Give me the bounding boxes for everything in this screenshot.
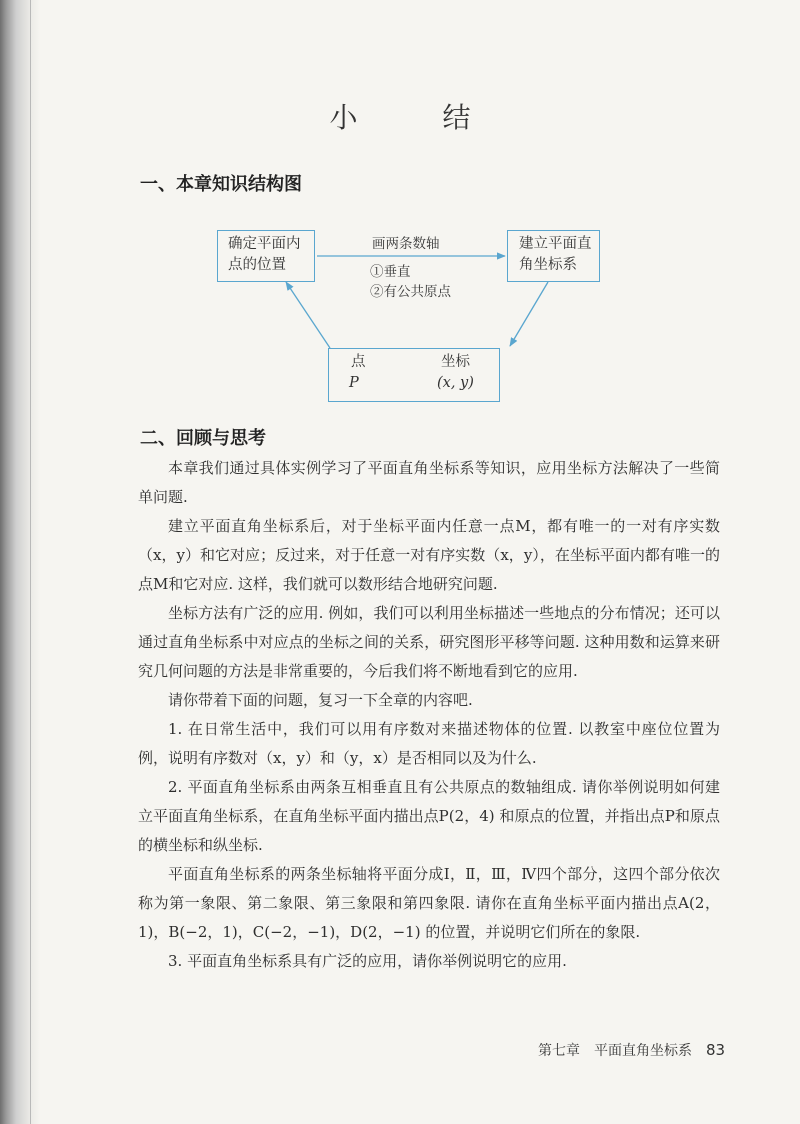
- page-number: 83: [706, 1041, 726, 1059]
- coordinate-symbol: (x, y): [437, 375, 474, 391]
- paragraph-coordinate-correspondence: 建立平面直角坐标系后，对于坐标平面内任意一点M，都有唯一的一对有序实数（x，y）和它对应；反过来，对于任意一对有序实数（x，y），在坐标平面内都有唯一的点M和它对应. 这样，我们就可以数形结合地研究问题.: [138, 517, 720, 593]
- arrow-right-to-bottom: [510, 282, 548, 346]
- box-left-line-2: 点的位置: [228, 257, 286, 273]
- paragraph-applications: 坐标方法有广泛的应用. 例如，我们可以利用坐标描述一些地点的分布情况；还可以通过直角坐标系中对应点的坐标之间的关系，研究图形平移等问题. 这种用数和运算来研究几何问题的方法是非常重要的，今后我们将不断地看到它的应用.: [138, 604, 720, 680]
- paragraph-review-prompt: 请你带着下面的问题，复习一下全章的内容吧.: [168, 691, 473, 709]
- page-footer: [538, 1040, 725, 1060]
- arrow-label-draw-axes: 画两条数轴: [372, 236, 440, 252]
- page-title: 小 结: [329, 101, 509, 134]
- point-symbol: P: [349, 375, 359, 391]
- arrow-bottom-to-left: [286, 282, 330, 348]
- point-label: 点: [351, 354, 366, 370]
- box-determine-point-position: [217, 230, 315, 282]
- paragraph-intro: 本章我们通过具体实例学习了平面直角坐标系等知识，应用坐标方法解决了一些简单问题.: [138, 459, 720, 506]
- paragraph-quadrants: 平面直角坐标系的两条坐标轴将平面分成Ⅰ，Ⅱ，Ⅲ，Ⅳ四个部分，这四个部分依次称为第一象限、第二象限、第三象限和第四象限. 请你在直角坐标平面内描出点A(2，1)，B(−2，1)，C(−2，−1)，D(2，−1) 的位置，并说明它们所在的象限.: [138, 865, 720, 941]
- box-right-line-2: 角坐标系: [519, 257, 577, 273]
- footer-chapter-title: 第七章 平面直角坐标系: [538, 1043, 692, 1059]
- box-build-coordinate-system: [507, 230, 600, 282]
- question-3: 3. 平面直角坐标系具有广泛的应用，请你举例说明它的应用.: [168, 952, 567, 970]
- section-heading-review: 二、回顾与思考: [140, 428, 266, 449]
- question-1: 1. 在日常生活中，我们可以用有序数对来描述物体的位置. 以教室中座位位置为例，说明有序数对（x，y）和（y，x）是否相同以及为什么.: [138, 720, 720, 767]
- coordinate-label: 坐标: [441, 354, 470, 370]
- box-point-coordinate: [328, 348, 500, 402]
- question-2: 2. 平面直角坐标系由两条互相垂直且有公共原点的数轴组成. 请你举例说明如何建立平面直角坐标系，在直角坐标平面内描出点P(2，4) 和原点的位置，并指出点P和原点的横坐标和纵坐标.: [138, 778, 720, 854]
- condition-perpendicular: ①垂直: [370, 264, 411, 280]
- section-heading-knowledge-structure: 一、本章知识结构图: [140, 174, 302, 195]
- box-right-line-1: 建立平面直: [519, 236, 592, 252]
- condition-common-origin: ②有公共原点: [370, 284, 451, 300]
- box-left-line-1: 确定平面内: [228, 236, 301, 252]
